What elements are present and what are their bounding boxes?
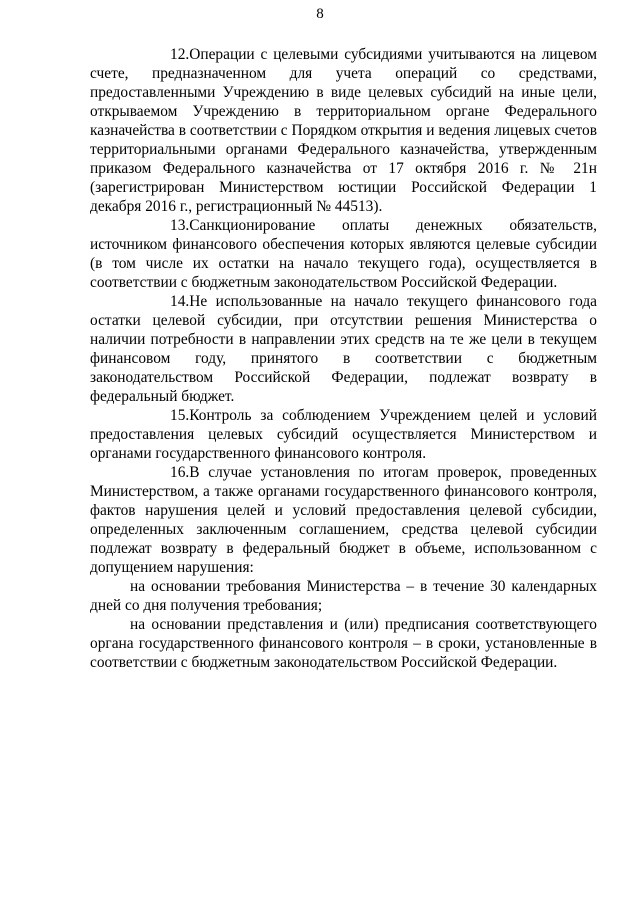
paragraph-16 bbox=[90, 463, 597, 577]
subitem-control-body-order: на основании представления и (или) предписания соответствующего органа государственного финансового контроля – в сроки, установленные в соответствии с бюджетным законодательством Российской Федерации. bbox=[90, 616, 597, 671]
paragraph-number: 14. bbox=[170, 293, 190, 310]
paragraph-number: 16. bbox=[170, 464, 190, 481]
paragraph-12 bbox=[90, 45, 597, 216]
paragraph-14 bbox=[90, 292, 597, 406]
paragraph-number: 15. bbox=[170, 407, 190, 424]
paragraph-number: 13. bbox=[170, 217, 190, 234]
document-body bbox=[90, 45, 597, 672]
paragraph-text: Контроль за соблюдением Учреждением целей и условий предоставления целевых субсидий осуществляется Министерством и органами государственного финансового контроля. bbox=[90, 407, 597, 462]
paragraph-15 bbox=[90, 406, 597, 463]
paragraph-13 bbox=[90, 216, 597, 292]
paragraph-text: Не использованные на начало текущего финансового года остатки целевой субсидии, при отсутствии решения Министерства о наличии потребности в направлении этих средств на те же цели в текущем финансовом году, принятого в соответствии с бюджетным законодательством Российской Федерации, подлежат возврату в федеральный бюджет. bbox=[90, 293, 597, 405]
paragraph-number: 12. bbox=[170, 46, 190, 63]
paragraph-text: В случае установления по итогам проверок, проведенных Министерством, а также органами государственного финансового контроля, фактов нарушения целей и условий предоставления целевой субсидии, определенных заключенным соглашением, средства целевой субсидии подлежат возврату в федеральный бюджет в объеме, использованном с допущением нарушения: bbox=[90, 464, 597, 576]
paragraph-text: Санкционирование оплаты денежных обязательств, источником финансового обеспечения которых являются целевые субсидии (в том числе их остатки на начало текущего года), осуществляется в соответствии с бюджетным законодательством Российской Федерации. bbox=[90, 217, 597, 291]
subitem-ministry-requirement: на основании требования Министерства – в течение 30 календарных дней со дня получения требования; bbox=[90, 578, 597, 614]
page-number: 8 bbox=[316, 6, 324, 22]
paragraph-text: Операции с целевыми субсидиями учитываются на лицевом счете, предназначенном для учета операций со средствами, предоставленными Учреждению в виде целевых субсидий на иные цели, открываемом Учреждению в территориальном органе Федерального казначейства в соответствии с Порядком открытия и ведения лицевых счетов территориальными органами Федерального казначейства, утвержденным приказом Федерального казначейства от 17 октября 2016 г. № 21н (зарегистрирован Министерством юстиции Российской Федерации 1 декабря 2016 г., регистрационный № 44513). bbox=[90, 46, 597, 215]
